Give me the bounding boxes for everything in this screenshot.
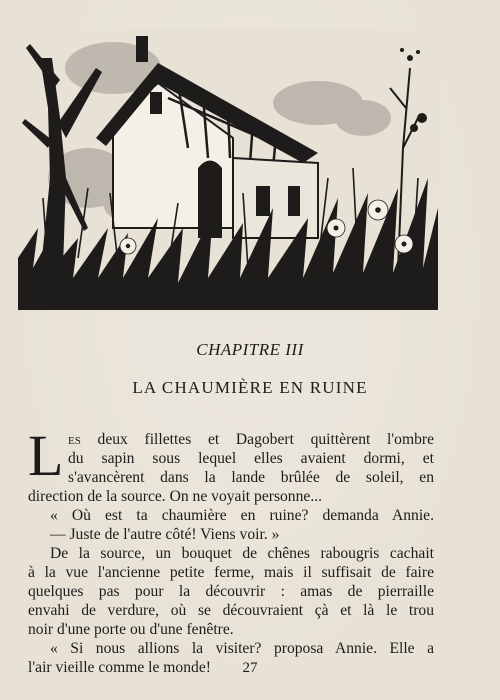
page-number: 27 [242,660,258,676]
opening-paragraph [28,423,434,488]
text-line: s'avancèrent dans la lande brûlée de soleil, en [68,469,434,486]
first-word-rest: es [68,431,81,448]
text-line: à la vue l'ancienne petite ferme, mais il suffisait de faire [28,564,434,581]
ruined-cottage-illustration [18,28,438,310]
text-line: direction de la source. On ne voyait personne... [28,488,323,505]
chapter-title: LA CHAUMIÈRE EN RUINE [132,378,368,397]
drop-cap: L [28,423,64,488]
text-line: noir d'une porte ou d'une fenêtre. [28,621,234,638]
chapter-number: CHAPITRE III [196,340,304,359]
text-line: l'air vieille comme le monde! [28,659,211,676]
text-line: es deux fillettes et Dagobert quittèrent l'ombre [68,431,434,448]
text-line: envahi de verdure, où se découvraient çà et là le trou [28,602,434,619]
text-line: « Si nous allions la visiter? proposa Annie. Elle a [50,640,434,657]
text-line: « Où est ta chaumière en ruine? demanda Annie. [50,507,434,524]
text-line: du sapin sous lequel elles avaient dormi, et [68,450,434,467]
text-line: De la source, un bouquet de chênes rabougris cachait [50,545,434,562]
text-line: — Juste de l'autre côté! Viens voir. » [50,526,280,543]
text-line: quelques pas pour la découvrir : amas de pierraille [28,583,434,600]
chapter-body-text [28,423,434,677]
